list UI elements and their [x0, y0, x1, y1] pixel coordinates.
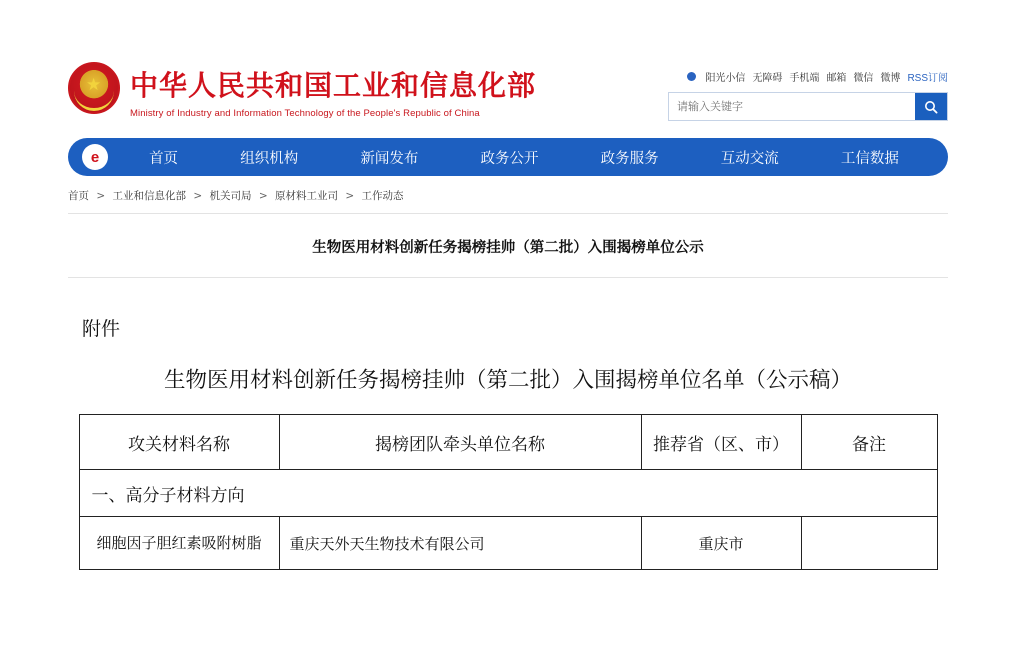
nav-item-affairs-service[interactable]: 政务服务 — [600, 150, 659, 167]
attachment-title: 生物医用材料创新任务揭榜挂帅（第二批）入围揭榜单位名单（公示稿） — [163, 368, 852, 393]
title-divider — [68, 277, 948, 278]
national-emblem-icon: ★ — [68, 62, 120, 114]
util-link-mobile[interactable]: 手机端 — [789, 72, 820, 84]
table-section-row — [79, 470, 937, 517]
util-link-mail[interactable]: 邮箱 — [826, 72, 847, 84]
table-header-province: 推荐省（区、市） — [641, 415, 801, 470]
cell-unit: 重庆天外天生物技术有限公司 — [279, 517, 641, 570]
site-title-cn: 中华人民共和国工业和信息化部 — [130, 69, 537, 102]
breadcrumb-separator: > — [345, 190, 355, 202]
util-link-sunshine[interactable]: 阳光小信 — [705, 72, 746, 84]
breadcrumb-separator: > — [258, 190, 268, 202]
util-link-weibo[interactable]: 微博 — [880, 72, 901, 84]
cell-remark — [801, 517, 937, 570]
nav-item-interaction[interactable]: 互动交流 — [720, 150, 779, 167]
page-title: 生物医用材料创新任务揭榜挂帅（第二批）入围揭榜单位公示 — [312, 240, 704, 256]
utility-links — [668, 68, 948, 84]
breadcrumb-item-2[interactable]: 机关司局 — [209, 190, 252, 202]
nav-item-organization[interactable]: 组织机构 — [240, 150, 299, 167]
breadcrumb-item-4[interactable]: 工作动态 — [361, 190, 404, 202]
table-row — [79, 517, 937, 570]
table-header-unit: 揭榜团队牵头单位名称 — [279, 415, 641, 470]
cell-province: 重庆市 — [641, 517, 801, 570]
site-title-block — [130, 64, 536, 119]
table-header-remark: 备注 — [801, 415, 937, 470]
util-link-wechat[interactable]: 微信 — [853, 72, 874, 84]
blue-dot-icon — [687, 72, 696, 81]
util-link-accessibility[interactable]: 无障碍 — [752, 72, 783, 84]
utility-area — [668, 68, 948, 121]
nav-logo-icon: e — [82, 144, 108, 170]
search-input[interactable] — [669, 93, 915, 120]
breadcrumb-item-1[interactable]: 工业和信息化部 — [112, 190, 186, 202]
nav-item-home[interactable]: 首页 — [149, 150, 179, 167]
breadcrumb — [68, 188, 948, 203]
nav-item-news[interactable]: 新闻发布 — [360, 150, 419, 167]
breadcrumb-separator: > — [96, 190, 106, 202]
nav-item-affairs-open[interactable]: 政务公开 — [480, 150, 539, 167]
main-nav — [68, 138, 948, 176]
cell-material: 细胞因子胆红素吸附树脂 — [79, 517, 279, 570]
table-section-label: 一、高分子材料方向 — [79, 470, 937, 517]
search-button[interactable] — [915, 93, 947, 120]
table-header-material: 攻关材料名称 — [79, 415, 279, 470]
util-link-rss[interactable]: RSS订阅 — [907, 72, 948, 84]
table-header-row — [79, 415, 937, 470]
site-header — [68, 40, 948, 136]
nav-items — [118, 147, 948, 168]
breadcrumb-item-3[interactable]: 原材料工业司 — [275, 190, 338, 202]
search-icon — [924, 100, 938, 114]
search-bar — [668, 92, 948, 121]
document-sheet — [68, 40, 948, 635]
nav-item-data[interactable]: 工信数据 — [840, 150, 899, 167]
breadcrumb-item-0[interactable]: 首页 — [68, 190, 89, 202]
site-title-en: Ministry of Industry and Information Technology of the People's Republic of China — [130, 108, 480, 119]
attachment-label: 附件 — [82, 318, 121, 340]
listing-table — [79, 414, 938, 570]
breadcrumb-separator: > — [193, 190, 203, 202]
